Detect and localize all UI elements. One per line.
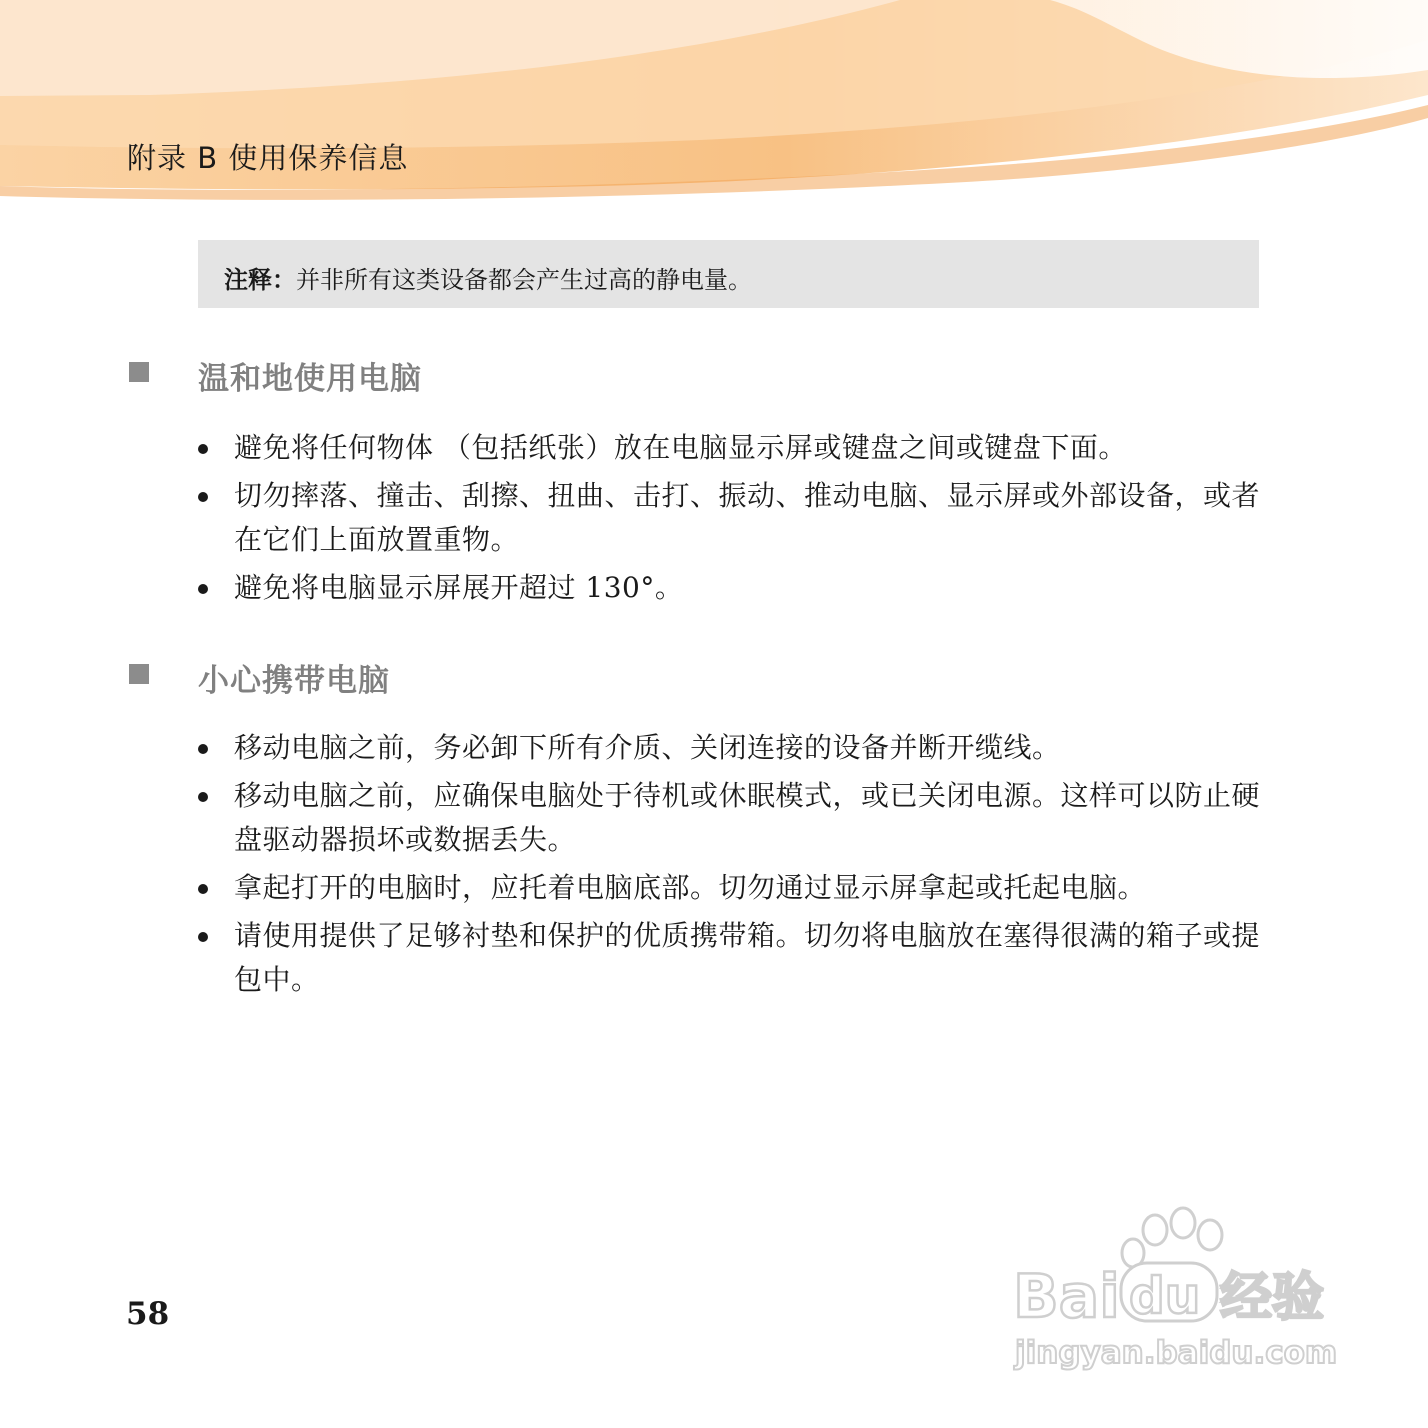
section-marker-icon — [129, 664, 149, 684]
list-item-text: 移动电脑之前，务必卸下所有介质、关闭连接的设备并断开缆线。 — [234, 731, 1061, 764]
bullet-icon — [198, 492, 208, 502]
section-heading: 温和地使用电脑 — [198, 361, 422, 397]
list-item-text: 拿起打开的电脑时，应托着电脑底部。切勿通过显示屏拿起或托起电脑。 — [234, 871, 1147, 904]
svg-text:经验: 经验 — [1220, 1268, 1325, 1328]
list-item — [198, 774, 1260, 862]
list-item — [198, 474, 1260, 562]
header-title: 附录 B 使用保养信息 — [127, 141, 409, 175]
baidu-jingyan-watermark-logo — [1005, 1205, 1350, 1380]
bullet-icon — [198, 744, 208, 754]
section-marker-icon — [129, 362, 149, 382]
bullet-icon — [198, 584, 208, 594]
svg-text:jingyan.baidu.com: jingyan.baidu.com — [1015, 1335, 1338, 1371]
bullet-list — [198, 726, 1260, 1006]
note-label: 注释： — [224, 266, 296, 294]
note-box — [198, 240, 1259, 308]
list-item-text: 请使用提供了足够衬垫和保护的优质携带箱。切勿将电脑放在塞得很满的箱子或提包中。 — [234, 919, 1261, 996]
list-item — [198, 726, 1260, 770]
list-item-text: 避免将任何物体 （包括纸张）放在电脑显示屏或键盘之间或键盘下面。 — [234, 431, 1127, 464]
svg-text:du: du — [1129, 1267, 1201, 1325]
list-item — [198, 914, 1260, 1002]
bullet-list — [198, 426, 1260, 614]
list-item — [198, 566, 1260, 610]
bullet-icon — [198, 792, 208, 802]
list-item — [198, 866, 1260, 910]
svg-text:Bai: Bai — [1013, 1262, 1120, 1332]
bullet-icon — [198, 932, 208, 942]
note-text-line — [224, 260, 752, 295]
page-number: 58 — [126, 1296, 170, 1332]
list-item-text: 切勿摔落、撞击、刮擦、扭曲、击打、振动、推动电脑、显示屏或外部设备，或者在它们上面放置重物。 — [234, 479, 1261, 556]
list-item-text: 避免将电脑显示屏展开超过 130°。 — [234, 571, 684, 604]
section-heading: 小心携带电脑 — [198, 663, 390, 699]
bullet-icon — [198, 884, 208, 894]
note-text: 并非所有这类设备都会产生过高的静电量。 — [296, 266, 752, 294]
bullet-icon — [198, 444, 208, 454]
list-item-text: 移动电脑之前，应确保电脑处于待机或休眠模式，或已关闭电源。这样可以防止硬盘驱动器损坏或数据丢失。 — [234, 779, 1261, 856]
list-item — [198, 426, 1260, 470]
